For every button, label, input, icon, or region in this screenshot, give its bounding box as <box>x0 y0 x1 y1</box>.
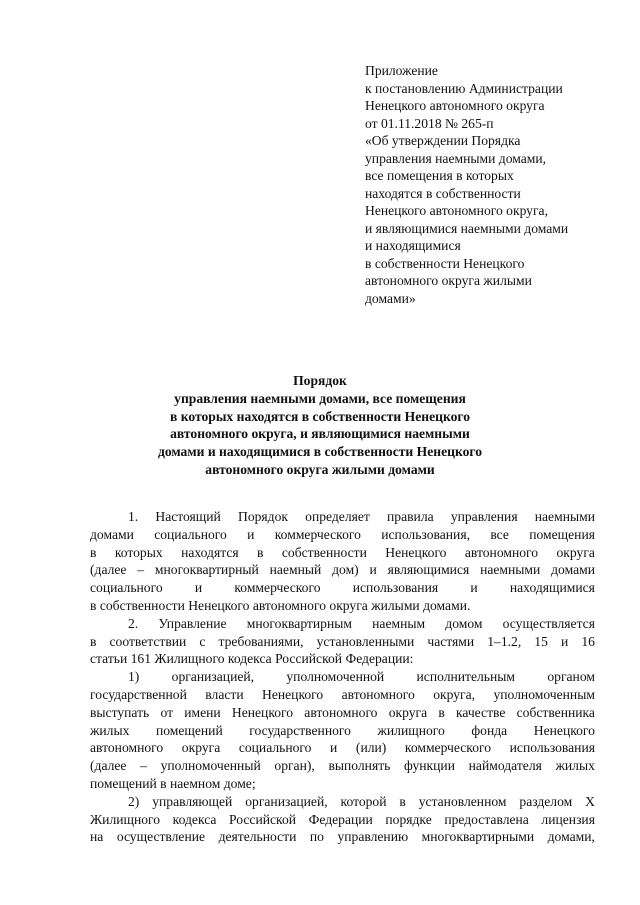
appendix-line: от 01.11.2018 № 265-п <box>365 115 494 131</box>
appendix-line: все помещения в которых <box>365 168 514 183</box>
body-word: X <box>585 793 595 809</box>
body-line <box>90 526 595 544</box>
appendix-line: Ненецкого автономного округа, <box>365 203 548 218</box>
body-word: социального <box>90 580 163 596</box>
body-word: Российской <box>229 811 297 827</box>
body-word: и <box>560 633 569 649</box>
body-line <box>90 704 595 722</box>
body-word: наемный <box>269 562 322 578</box>
title-line: автономного округа, и являющимися наемными <box>170 426 470 442</box>
body-word: управления <box>450 509 518 524</box>
body-word: функции <box>404 758 455 774</box>
appendix-line: автономного округа жилыми <box>365 273 532 288</box>
body-line <box>90 686 595 704</box>
appendix-line: домами» <box>365 290 416 306</box>
body-word: многоквартирный <box>154 562 259 578</box>
body-word: государственного <box>249 722 351 738</box>
body-word: помещения <box>529 526 595 542</box>
body-word: орган), <box>274 758 315 774</box>
body-word: – <box>140 758 147 774</box>
body-word: находящимися <box>509 580 595 596</box>
body-line <box>90 793 595 811</box>
body-word: частями <box>427 633 475 649</box>
body-word: помещений <box>155 722 223 738</box>
appendix-line: к постановлению Администрации <box>365 80 563 96</box>
body-word: собственника <box>516 704 595 720</box>
body-word: округа <box>388 704 428 720</box>
body-word: автономного <box>341 686 415 702</box>
body-word: 2) <box>128 793 140 809</box>
body-word: многоквартирными <box>421 829 535 845</box>
appendix-line: и находящимися <box>365 238 461 253</box>
body-word: выполнять <box>328 758 391 774</box>
body-word: Жилищного <box>90 811 161 827</box>
body-word: установленном <box>418 793 507 809</box>
body-word: 16 <box>581 633 595 649</box>
appendix-line: находятся в собственности <box>365 185 521 201</box>
body-word: все <box>490 526 509 542</box>
appendix-line: и являющимися наемными домами <box>365 220 569 236</box>
body-word: Ненецкого <box>231 704 294 720</box>
body-word: установленными <box>316 633 415 649</box>
body-line-text: в собственности Ненецкого автономного округа жилыми домами. <box>90 597 471 613</box>
body-word: организацией, <box>245 793 328 809</box>
body-word: выступать <box>90 704 150 720</box>
body-word: в <box>257 544 264 560</box>
body-word: автономного <box>464 544 539 560</box>
body-word: наемными <box>480 562 541 578</box>
body-word: и <box>247 526 255 542</box>
body-word: Порядок <box>238 509 288 524</box>
body-word: осуществление <box>116 829 206 845</box>
body-word: качестве <box>455 704 506 720</box>
body-word: жилищного <box>377 722 445 738</box>
body-line <box>90 579 595 597</box>
body-word: определяет <box>305 509 370 524</box>
body-word: являющимися <box>387 562 470 578</box>
body-word: лицензия <box>541 811 595 827</box>
body-word: и <box>194 580 203 596</box>
body-word: государственной <box>90 686 187 702</box>
body-word: 1. <box>128 509 139 524</box>
body-line <box>90 668 595 686</box>
body-word: разделом <box>519 793 573 809</box>
body-line <box>90 828 595 846</box>
body-word: (далее <box>90 562 127 578</box>
body-word: в <box>90 633 97 649</box>
body-word: в <box>438 704 445 720</box>
body-word: и <box>330 740 338 756</box>
body-word: и <box>470 580 478 596</box>
body-word: коммерческого <box>234 580 321 596</box>
body-word: в <box>90 544 97 560</box>
body-word: – <box>137 562 145 578</box>
body-word: коммерческого <box>274 526 361 542</box>
body-line <box>90 811 595 829</box>
body-word: Федерации <box>308 811 373 827</box>
body-word: социального <box>154 526 227 542</box>
body-word: управляющей <box>152 793 233 809</box>
body-word: фонда <box>471 722 508 738</box>
body-word: власти <box>205 686 244 702</box>
body-word: округа <box>181 740 221 756</box>
body-line <box>90 508 595 526</box>
document-body <box>90 508 595 846</box>
body-line <box>90 722 595 740</box>
body-word: которой <box>340 793 387 809</box>
body-word: Ненецкого <box>533 722 595 738</box>
body-word: коммерческого <box>404 740 492 756</box>
body-word: (или) <box>355 740 387 756</box>
body-word: наймодателя <box>468 758 542 774</box>
body-word: автономного <box>304 704 378 720</box>
body-line <box>90 597 595 615</box>
body-word: использования <box>509 740 595 756</box>
body-word: уполномоченной <box>286 669 385 685</box>
body-word: (далее <box>90 758 127 774</box>
title-line: управления наемными домами, все помещения <box>174 390 466 406</box>
body-line <box>90 739 595 757</box>
body-word: управлению <box>337 829 409 845</box>
body-word: органом <box>547 669 595 685</box>
body-word: использования, <box>381 526 470 542</box>
body-word: правила <box>387 509 434 524</box>
body-line <box>90 650 595 668</box>
body-word: наемными <box>534 509 595 524</box>
body-line-text: статьи 161 Жилищного кодекса Российской Федерации: <box>90 651 414 667</box>
body-word: Ненецкого <box>385 544 447 560</box>
body-word: округа <box>556 544 595 560</box>
body-word: 1–1.2, <box>487 633 522 649</box>
body-word: по <box>309 829 324 845</box>
body-word: от <box>160 704 174 720</box>
appendix-line: Приложение <box>365 63 438 78</box>
body-word: социального <box>238 740 312 756</box>
body-word: Управление <box>158 615 227 631</box>
body-word: домами <box>551 562 595 578</box>
body-word: и <box>369 562 377 578</box>
body-line <box>90 757 595 775</box>
body-word: требованиями, <box>218 633 304 649</box>
body-word: Настоящий <box>155 509 221 524</box>
title-line: домами и находящимися в собственности Ненецкого <box>157 444 483 460</box>
body-line <box>90 775 595 793</box>
body-word: которых <box>114 544 163 560</box>
title-line: в которых находятся в собственности Ненецкого <box>169 408 471 424</box>
body-word: порядке <box>385 811 432 827</box>
appendix-line: Ненецкого автономного округа <box>365 98 545 113</box>
body-word: использования <box>352 580 439 596</box>
body-line <box>90 633 595 651</box>
body-word: организацией, <box>171 669 255 685</box>
body-word: многоквартирным <box>246 615 352 631</box>
body-word: имени <box>184 704 221 720</box>
body-word: домом <box>445 615 483 631</box>
body-word: наемным <box>372 615 426 631</box>
body-word: 2. <box>128 615 139 631</box>
body-word: предоставлена <box>444 811 529 827</box>
body-word: исполнительным <box>416 669 516 685</box>
appendix-line: в собственности Ненецкого <box>365 255 525 271</box>
body-word: уполномоченным <box>493 686 595 702</box>
body-word: кодекса <box>172 811 217 827</box>
body-line-text: помещений в наемном доме; <box>90 775 256 791</box>
appendix-line: управления наемными домами, <box>365 150 547 166</box>
body-line <box>90 615 595 633</box>
body-line <box>90 544 595 562</box>
body-line <box>90 561 595 579</box>
body-word: жилых <box>555 758 595 774</box>
body-word: дом) <box>332 562 359 578</box>
body-word: домами, <box>547 829 595 845</box>
appendix-line: «Об утверждении Порядка <box>365 133 521 148</box>
body-word: 1) <box>128 669 140 685</box>
body-word: 15 <box>534 633 548 649</box>
body-word: Ненецкого <box>262 686 324 702</box>
body-word: собственности <box>281 544 367 560</box>
body-word: находятся <box>181 544 239 560</box>
body-word: осуществляется <box>502 615 595 631</box>
body-word: автономного <box>90 740 164 756</box>
document-title <box>0 372 640 479</box>
body-word: деятельности <box>218 829 297 845</box>
body-word: в <box>399 793 406 809</box>
body-word: на <box>90 829 104 845</box>
body-word: жилых <box>90 722 130 738</box>
body-word: округа, <box>433 686 476 702</box>
body-word: соответствии <box>109 633 187 649</box>
title-line: автономного округа жилыми домами <box>205 461 435 477</box>
body-word: домами <box>90 526 134 542</box>
title-heading: Порядок <box>293 373 347 388</box>
body-word: с <box>199 633 206 649</box>
appendix-block <box>365 62 625 307</box>
body-word: уполномоченный <box>160 758 261 774</box>
